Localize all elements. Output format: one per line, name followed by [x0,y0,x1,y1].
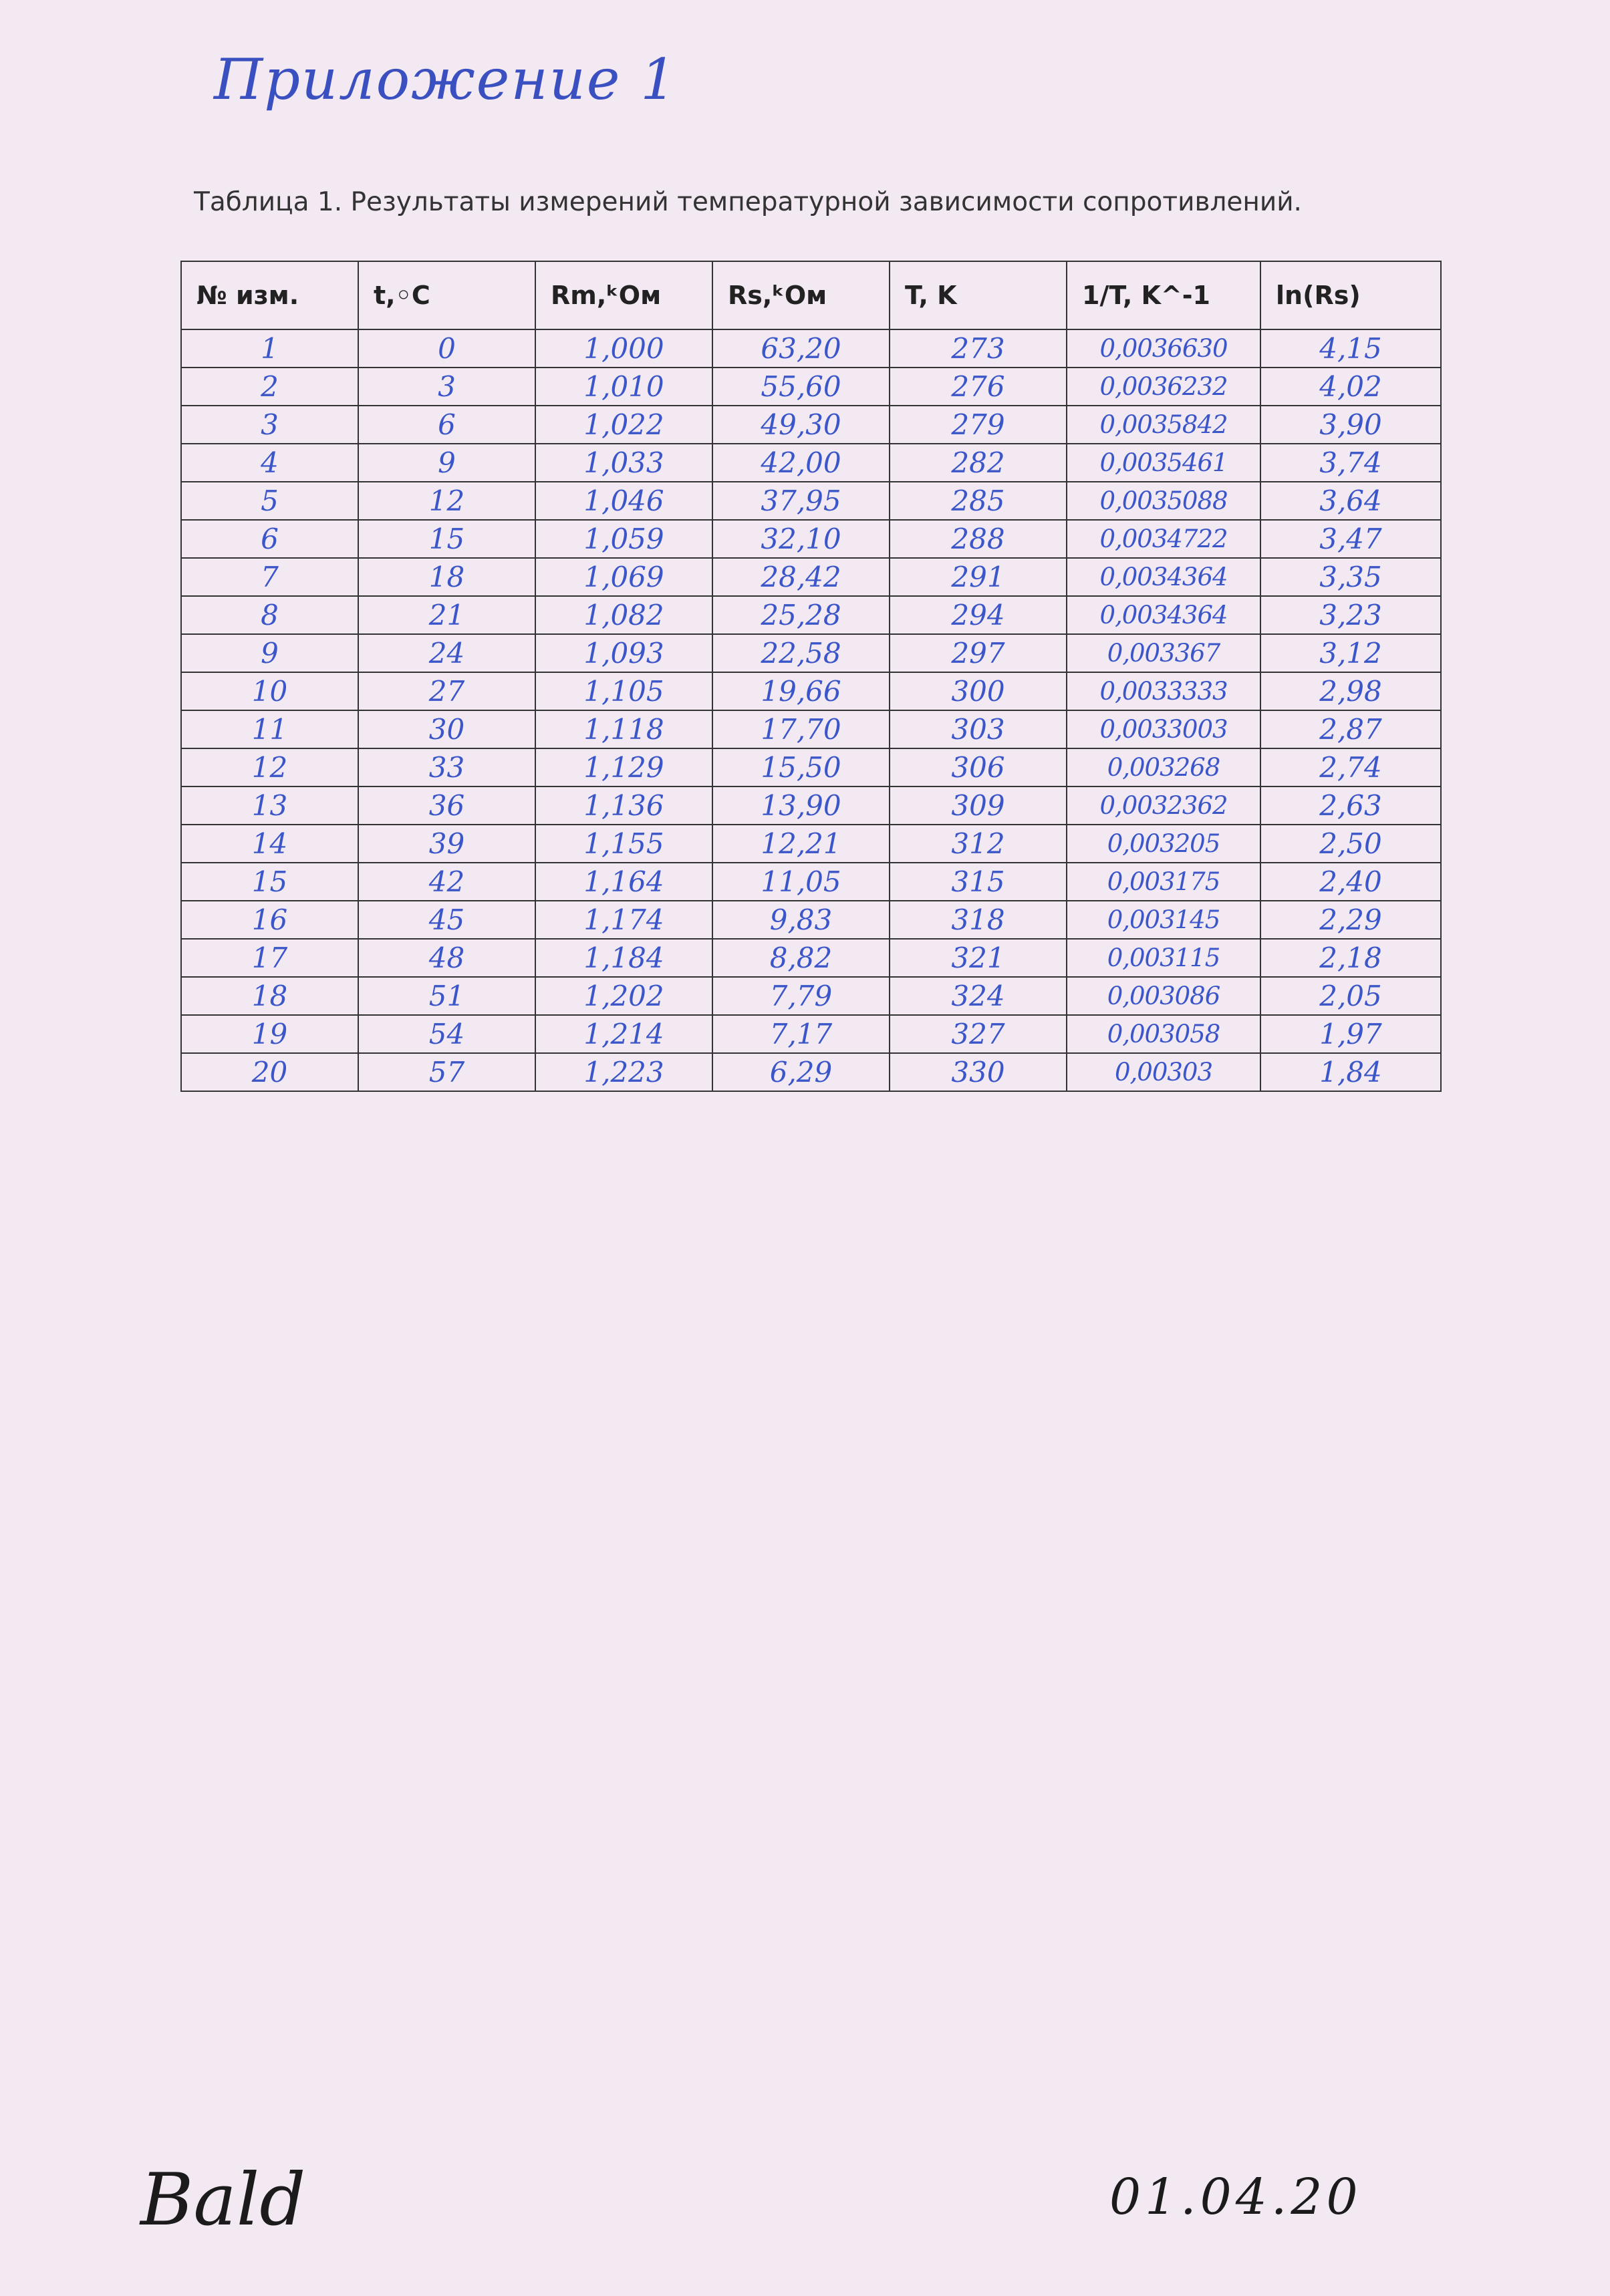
handwritten-title: Приложение 1 [214,47,678,112]
cell-inverse-t: 0,0033333 [1067,672,1260,710]
cell-temp-c: 12 [358,482,535,520]
cell-ln-rs: 2,63 [1260,786,1441,825]
cell-temp-c: 3 [358,368,535,406]
table-row [181,444,1441,482]
cell-number: 13 [181,786,358,825]
cell-temp-k: 309 [890,786,1067,825]
cell-number: 14 [181,825,358,863]
cell-inverse-t: 0,00303 [1067,1053,1260,1091]
table-row [181,634,1441,672]
table-row [181,901,1441,939]
cell-temp-k: 294 [890,596,1067,634]
cell-rs: 13,90 [712,786,890,825]
cell-rs: 22,58 [712,634,890,672]
table-row [181,329,1441,368]
cell-number: 20 [181,1053,358,1091]
table-row [181,710,1441,748]
cell-temp-c: 36 [358,786,535,825]
cell-temp-k: 297 [890,634,1067,672]
col-header-temp-k: T, K [890,261,1067,329]
cell-inverse-t: 0,0032362 [1067,786,1260,825]
cell-rm: 1,022 [535,406,712,444]
cell-temp-c: 42 [358,863,535,901]
col-header-temp-c: t,◦C [358,261,535,329]
cell-number: 2 [181,368,358,406]
cell-inverse-t: 0,0034364 [1067,596,1260,634]
table-row [181,1015,1441,1053]
cell-temp-k: 276 [890,368,1067,406]
cell-rm: 1,059 [535,520,712,558]
cell-rs: 12,21 [712,825,890,863]
cell-ln-rs: 3,90 [1260,406,1441,444]
cell-ln-rs: 2,05 [1260,977,1441,1015]
cell-temp-c: 57 [358,1053,535,1091]
cell-temp-k: 324 [890,977,1067,1015]
cell-temp-c: 15 [358,520,535,558]
cell-rs: 42,00 [712,444,890,482]
cell-rm: 1,136 [535,786,712,825]
cell-number: 12 [181,748,358,786]
cell-inverse-t: 0,003086 [1067,977,1260,1015]
measurement-table [180,261,1442,1092]
cell-rm: 1,223 [535,1053,712,1091]
cell-ln-rs: 4,02 [1260,368,1441,406]
table-row [181,748,1441,786]
cell-rm: 1,082 [535,596,712,634]
cell-temp-c: 21 [358,596,535,634]
cell-temp-c: 33 [358,748,535,786]
cell-inverse-t: 0,003145 [1067,901,1260,939]
cell-temp-k: 321 [890,939,1067,977]
table-caption: Таблица 1. Результаты измерений температурной зависимости сопротивлений. [194,187,1302,217]
cell-temp-c: 18 [358,558,535,596]
cell-rs: 17,70 [712,710,890,748]
cell-ln-rs: 3,23 [1260,596,1441,634]
cell-rm: 1,129 [535,748,712,786]
cell-ln-rs: 2,29 [1260,901,1441,939]
cell-inverse-t: 0,0036630 [1067,329,1260,368]
table-row [181,939,1441,977]
cell-number: 16 [181,901,358,939]
cell-rm: 1,093 [535,634,712,672]
cell-number: 6 [181,520,358,558]
cell-rs: 55,60 [712,368,890,406]
cell-rm: 1,118 [535,710,712,748]
cell-inverse-t: 0,0036232 [1067,368,1260,406]
cell-ln-rs: 2,50 [1260,825,1441,863]
cell-temp-k: 330 [890,1053,1067,1091]
cell-ln-rs: 3,35 [1260,558,1441,596]
table-body [181,329,1441,1091]
cell-temp-k: 303 [890,710,1067,748]
table-row [181,482,1441,520]
cell-temp-c: 48 [358,939,535,977]
cell-inverse-t: 0,003205 [1067,825,1260,863]
col-header-ln-rs: ln(Rs) [1260,261,1441,329]
table-row [181,825,1441,863]
cell-temp-k: 318 [890,901,1067,939]
cell-temp-k: 327 [890,1015,1067,1053]
cell-rs: 28,42 [712,558,890,596]
cell-rm: 1,202 [535,977,712,1015]
cell-temp-c: 51 [358,977,535,1015]
cell-ln-rs: 2,87 [1260,710,1441,748]
cell-rs: 19,66 [712,672,890,710]
cell-temp-c: 24 [358,634,535,672]
table-row [181,1053,1441,1091]
cell-rm: 1,155 [535,825,712,863]
cell-temp-c: 0 [358,329,535,368]
cell-inverse-t: 0,0034364 [1067,558,1260,596]
cell-rs: 15,50 [712,748,890,786]
cell-inverse-t: 0,0035842 [1067,406,1260,444]
cell-temp-c: 27 [358,672,535,710]
cell-rm: 1,214 [535,1015,712,1053]
cell-rm: 1,164 [535,863,712,901]
cell-inverse-t: 0,003175 [1067,863,1260,901]
cell-ln-rs: 3,12 [1260,634,1441,672]
cell-number: 3 [181,406,358,444]
table-row [181,863,1441,901]
cell-inverse-t: 0,003268 [1067,748,1260,786]
cell-ln-rs: 3,64 [1260,482,1441,520]
signature: Bald [140,2158,306,2242]
cell-rm: 1,069 [535,558,712,596]
cell-number: 17 [181,939,358,977]
cell-rs: 9,83 [712,901,890,939]
cell-temp-k: 306 [890,748,1067,786]
cell-temp-c: 30 [358,710,535,748]
cell-ln-rs: 3,47 [1260,520,1441,558]
col-header-inverse-t: 1/T, K^-1 [1067,261,1260,329]
cell-rm: 1,184 [535,939,712,977]
cell-temp-k: 279 [890,406,1067,444]
cell-ln-rs: 2,98 [1260,672,1441,710]
cell-temp-k: 312 [890,825,1067,863]
cell-temp-c: 6 [358,406,535,444]
cell-temp-c: 54 [358,1015,535,1053]
cell-number: 7 [181,558,358,596]
cell-temp-k: 285 [890,482,1067,520]
cell-number: 5 [181,482,358,520]
cell-rm: 1,000 [535,329,712,368]
cell-rs: 37,95 [712,482,890,520]
col-header-rs: Rs,ᵏОм [712,261,890,329]
table-row [181,672,1441,710]
cell-rs: 7,79 [712,977,890,1015]
cell-rs: 8,82 [712,939,890,977]
table-row [181,368,1441,406]
cell-number: 19 [181,1015,358,1053]
table-row [181,786,1441,825]
cell-rm: 1,174 [535,901,712,939]
cell-rm: 1,010 [535,368,712,406]
cell-temp-k: 291 [890,558,1067,596]
col-header-number: № изм. [181,261,358,329]
handwritten-date: 01.04.20 [1109,2168,1362,2226]
cell-number: 10 [181,672,358,710]
cell-number: 1 [181,329,358,368]
table-row [181,520,1441,558]
cell-inverse-t: 0,0034722 [1067,520,1260,558]
cell-rs: 25,28 [712,596,890,634]
cell-temp-k: 315 [890,863,1067,901]
cell-inverse-t: 0,0035088 [1067,482,1260,520]
cell-temp-k: 300 [890,672,1067,710]
table-row [181,406,1441,444]
table-row [181,977,1441,1015]
cell-rs: 63,20 [712,329,890,368]
cell-rm: 1,033 [535,444,712,482]
cell-number: 9 [181,634,358,672]
cell-inverse-t: 0,003058 [1067,1015,1260,1053]
cell-temp-k: 282 [890,444,1067,482]
cell-inverse-t: 0,0035461 [1067,444,1260,482]
cell-temp-c: 9 [358,444,535,482]
table-row [181,596,1441,634]
cell-number: 8 [181,596,358,634]
cell-rm: 1,105 [535,672,712,710]
cell-inverse-t: 0,003115 [1067,939,1260,977]
cell-temp-c: 45 [358,901,535,939]
cell-ln-rs: 2,18 [1260,939,1441,977]
cell-number: 4 [181,444,358,482]
cell-temp-k: 273 [890,329,1067,368]
cell-rs: 49,30 [712,406,890,444]
cell-number: 15 [181,863,358,901]
cell-rs: 32,10 [712,520,890,558]
col-header-rm: Rm,ᵏОм [535,261,712,329]
cell-number: 11 [181,710,358,748]
cell-ln-rs: 1,97 [1260,1015,1441,1053]
cell-temp-c: 39 [358,825,535,863]
table-row [181,558,1441,596]
cell-rs: 7,17 [712,1015,890,1053]
cell-number: 18 [181,977,358,1015]
cell-inverse-t: 0,0033003 [1067,710,1260,748]
cell-ln-rs: 3,74 [1260,444,1441,482]
cell-ln-rs: 1,84 [1260,1053,1441,1091]
cell-inverse-t: 0,003367 [1067,634,1260,672]
cell-rs: 11,05 [712,863,890,901]
header-row [181,261,1441,329]
cell-rm: 1,046 [535,482,712,520]
cell-rs: 6,29 [712,1053,890,1091]
cell-temp-k: 288 [890,520,1067,558]
cell-ln-rs: 2,40 [1260,863,1441,901]
cell-ln-rs: 4,15 [1260,329,1441,368]
cell-ln-rs: 2,74 [1260,748,1441,786]
